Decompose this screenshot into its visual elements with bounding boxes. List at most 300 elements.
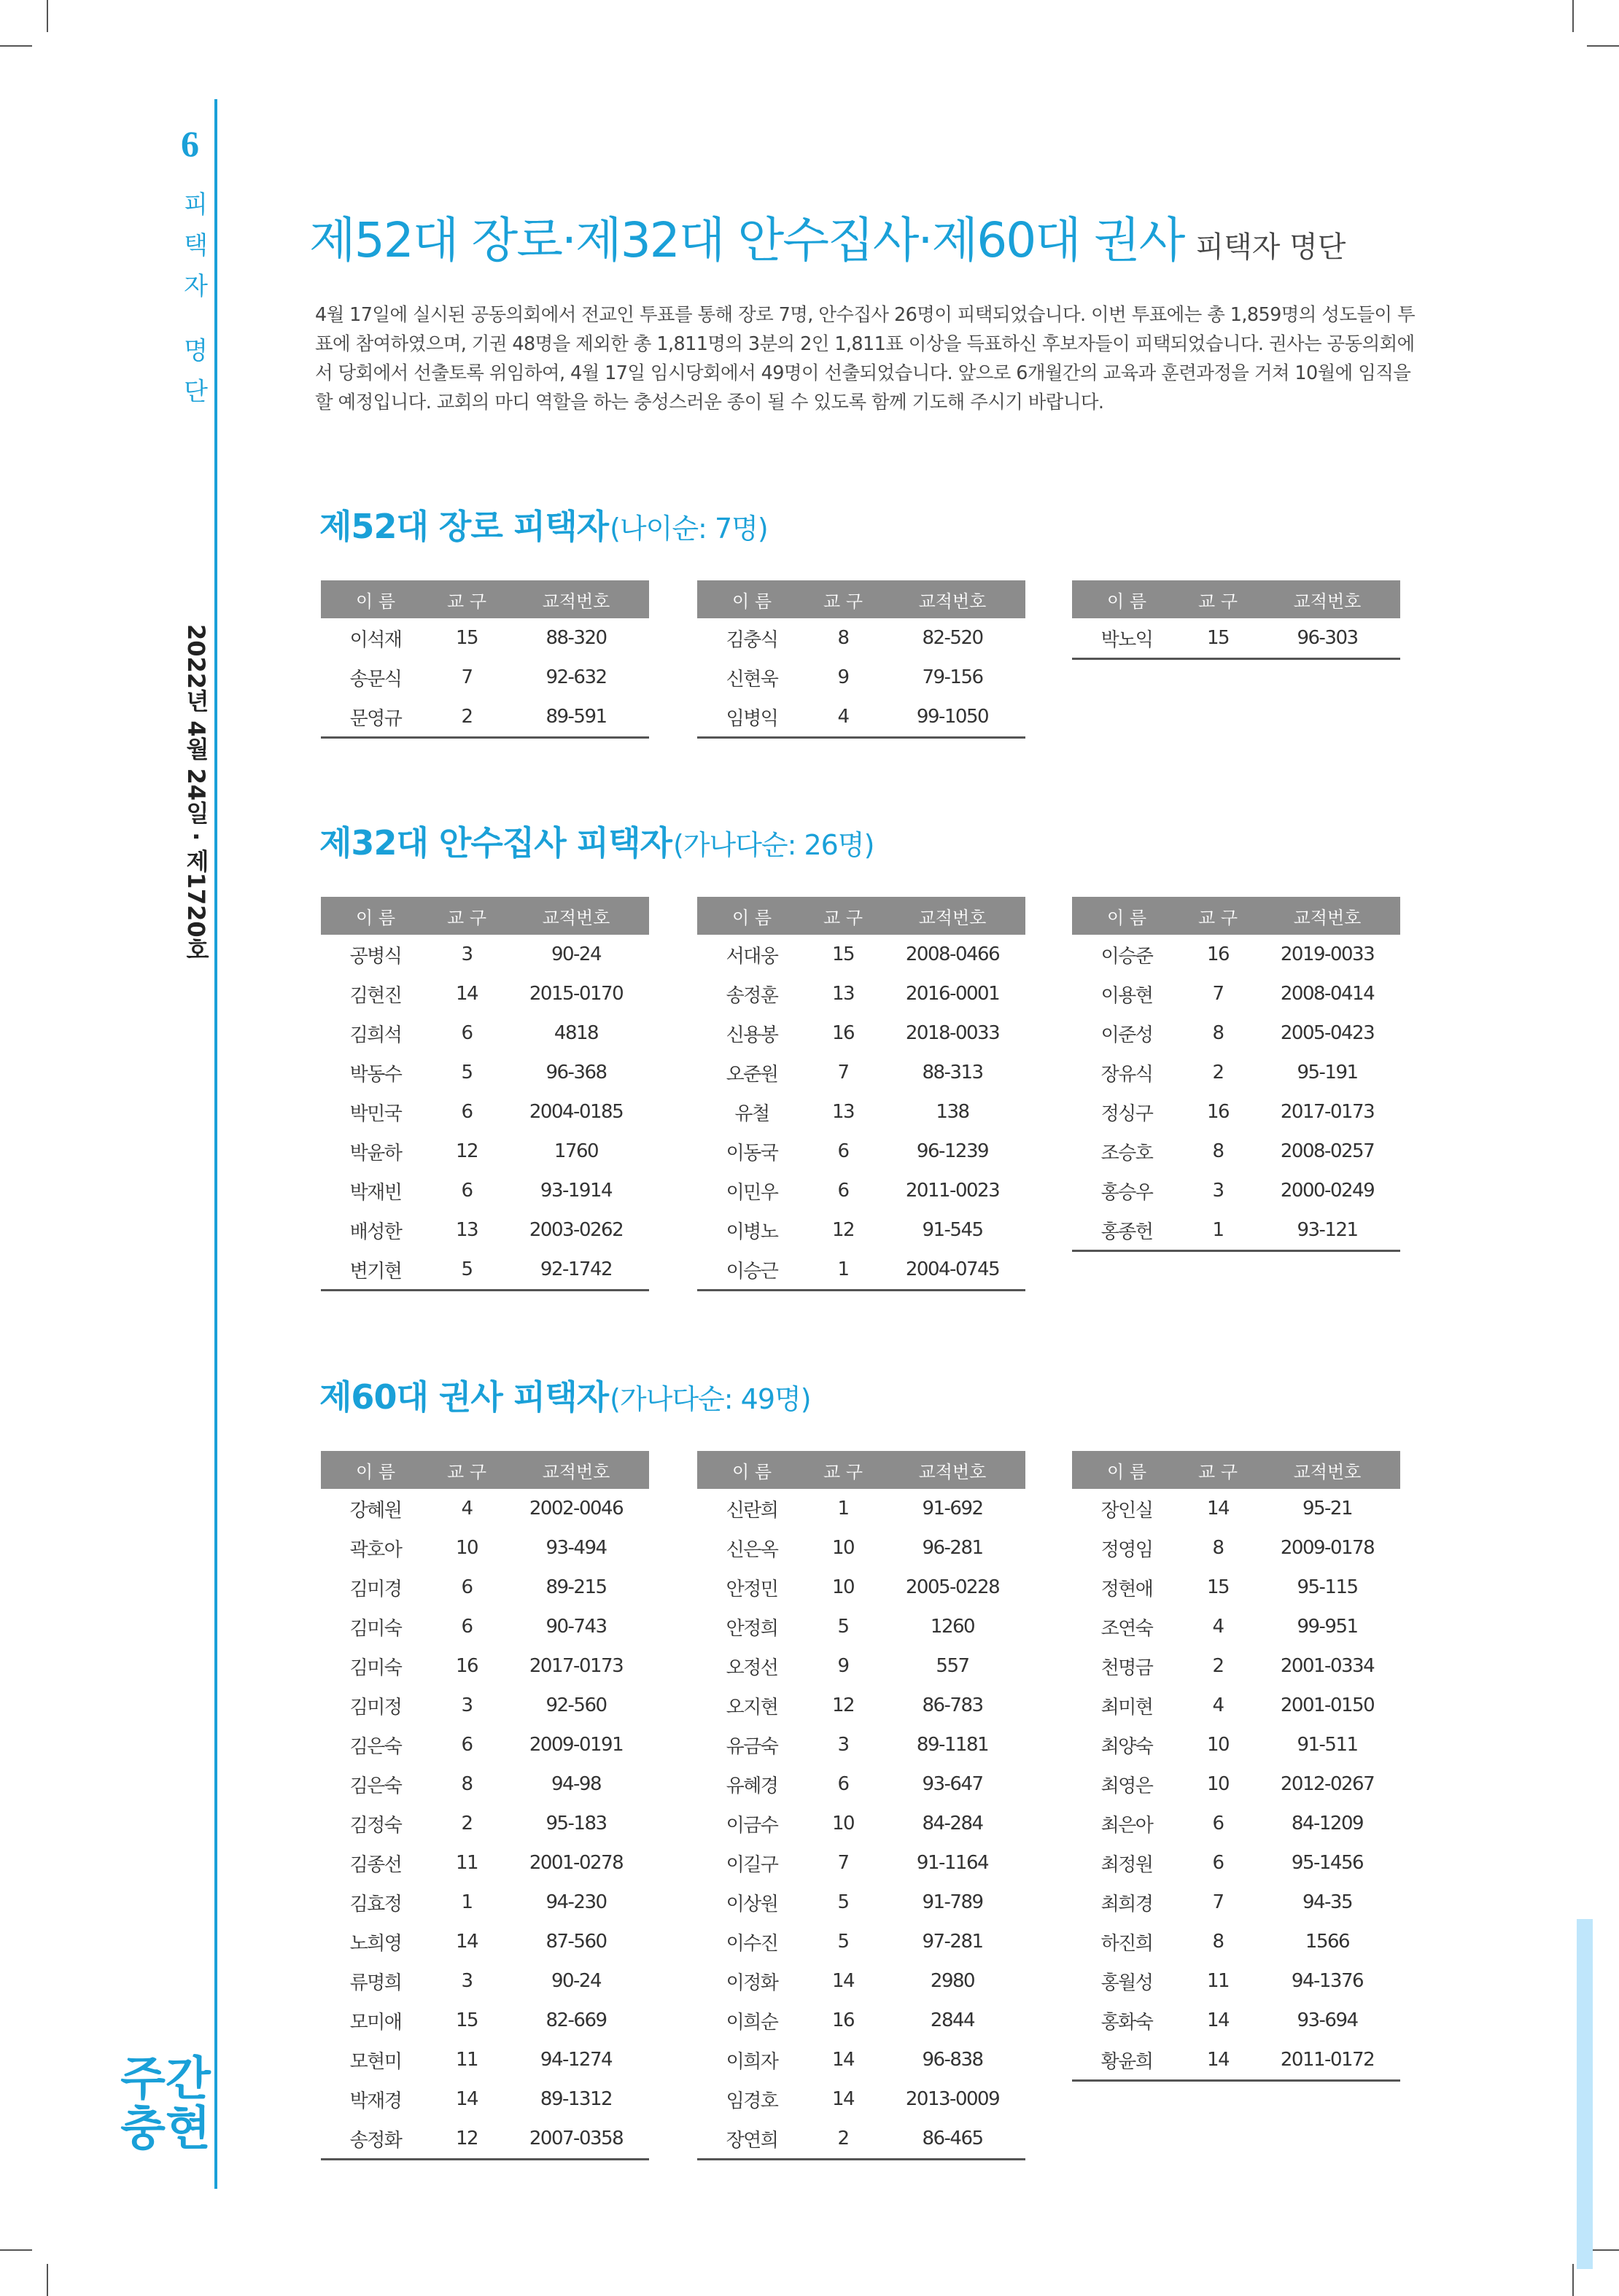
table-row [321,1646,649,1686]
kwonsa-table-3 [1072,1451,1400,2082]
district-cell: 16 [455,1655,478,1677]
name-cell: 이용현 [1100,984,1153,1007]
name-header: 이 름 [321,897,430,935]
member-number-cell: 95-115 [1297,1576,1358,1598]
table-row [321,2119,649,2160]
member-number-cell: 2001-0278 [529,1852,624,1874]
name-cell: 조연숙 [1100,1617,1153,1640]
member-number-cell: 88-313 [922,1062,983,1083]
member-number-cell: 90-24 [551,1970,602,1992]
table-header-row [321,1451,649,1489]
district-cell: 8 [1212,1537,1224,1559]
table-row [321,1804,649,1843]
member-number-cell: 138 [936,1101,969,1123]
name-cell: 송정훈 [726,984,778,1007]
district-cell: 6 [837,1140,849,1162]
district-cell: 15 [455,2009,478,2031]
district-cell: 6 [461,1576,473,1598]
member-number-cell: 2012-0267 [1280,1773,1375,1795]
name-cell: 김효정 [349,1893,402,1915]
district-cell: 14 [455,983,478,1005]
member-number-cell: 95-191 [1297,1062,1358,1083]
name-cell: 이승준 [1100,945,1153,968]
table-row [321,2079,649,2119]
name-cell: 모미애 [349,2011,402,2034]
district-cell: 12 [430,2119,503,2160]
district-cell: 1 [1181,1210,1254,1251]
table-row [1072,1053,1400,1092]
member-number-header: 교적번호 [880,580,1025,618]
deacons-table-3 [1072,897,1400,1252]
district-cell: 7 [1212,1891,1224,1913]
page-number: 6 [181,123,199,164]
member-number-cell: 2016-0001 [905,983,1000,1005]
member-number-cell: 91-1164 [916,1852,989,1874]
name-cell: 김충식 [726,629,778,651]
member-number-cell: 557 [936,1655,969,1677]
table-row [1072,1646,1400,1686]
section-title-text: 제52대 장로 피택자 [319,507,609,546]
name-cell: 임병익 [697,697,807,738]
name-cell: 천명금 [1100,1657,1153,1679]
district-cell: 11 [455,2049,478,2071]
member-number-cell: 89-1181 [916,1734,989,1756]
member-number-cell: 94-35 [1302,1891,1353,1913]
table-row [1072,1725,1400,1764]
name-header: 이 름 [321,580,430,618]
kwonsa-table-1 [321,1451,649,2160]
table-row [1072,1922,1400,1961]
district-cell: 7 [1212,983,1224,1005]
table-row [321,1171,649,1210]
district-header: 교 구 [807,1451,880,1489]
district-cell: 6 [461,1616,473,1638]
member-number-cell: 2018-0033 [905,1022,1000,1044]
table-row [697,1250,1025,1291]
member-number-cell: 96-303 [1254,618,1400,659]
member-number-cell: 84-1209 [1291,1813,1364,1834]
page-title-sub: 피택자 명단 [1195,230,1346,264]
table-row [321,1210,649,1250]
section-title-note: (가나다순: 26명) [672,829,874,861]
name-header: 이 름 [697,897,807,935]
name-cell: 곽호아 [349,1538,402,1561]
district-cell: 1 [837,1498,849,1519]
district-cell: 1 [461,1891,473,1913]
member-number-cell: 2005-0423 [1280,1022,1375,1044]
table-row [1072,2001,1400,2040]
name-cell: 송문식 [349,668,402,690]
table-row [321,1725,649,1764]
name-cell: 강혜원 [349,1499,402,1522]
district-cell: 16 [831,1022,855,1044]
table-row [697,2119,1025,2160]
name-cell: 안정희 [726,1617,778,1640]
name-cell: 신용봉 [726,1024,778,1046]
table-row [321,1092,649,1132]
member-number-cell: 2005-0228 [905,1576,1000,1598]
name-cell: 최은아 [1100,1814,1153,1837]
table-row [321,1883,649,1922]
table-row [697,697,1025,738]
name-cell: 이희순 [726,2011,778,2034]
district-cell: 10 [1206,1773,1230,1795]
member-number-cell: 96-368 [546,1062,607,1083]
table-row [321,935,649,974]
member-number-cell: 2007-0358 [503,2119,649,2160]
member-number-cell: 89-591 [503,697,649,738]
name-cell: 정현애 [1100,1578,1153,1600]
table-row [697,935,1025,974]
table-row [321,1568,649,1607]
brand-line-1: 주간 [120,2052,211,2106]
district-cell: 8 [837,627,849,649]
district-cell: 6 [461,1101,473,1123]
district-cell: 7 [461,666,473,688]
table-row [321,1528,649,1568]
name-cell: 하진희 [1100,1932,1153,1955]
district-header: 교 구 [1181,897,1254,935]
district-cell: 16 [1206,943,1230,965]
table-row [321,697,649,738]
table-row [1072,1804,1400,1843]
district-cell: 16 [831,2009,855,2031]
member-number-cell: 92-560 [546,1694,607,1716]
name-cell: 이금수 [726,1814,778,1837]
table-row [697,1922,1025,1961]
table-row [321,2040,649,2079]
member-number-cell: 91-545 [922,1219,983,1241]
district-cell: 12 [831,1694,855,1716]
table-row [697,1764,1025,1804]
member-number-cell: 93-1914 [540,1180,613,1202]
member-number-cell: 95-183 [546,1813,607,1834]
member-number-cell: 89-215 [546,1576,607,1598]
section-title-deacons [319,817,874,865]
name-cell: 이동국 [726,1142,778,1164]
table-row [697,1725,1025,1764]
district-cell: 3 [1212,1180,1224,1202]
district-cell: 9 [837,1655,849,1677]
name-cell: 노희영 [349,1932,402,1955]
name-cell: 서대웅 [726,945,778,968]
name-cell: 이민우 [726,1181,778,1204]
name-cell: 최양숙 [1100,1735,1153,1758]
district-cell: 1 [807,1250,880,1291]
table-row [697,1961,1025,2001]
member-number-cell: 2015-0170 [529,983,624,1005]
table-header-row [1072,1451,1400,1489]
table-row [321,1489,649,1528]
district-cell: 5 [837,1616,849,1638]
district-cell: 13 [831,1101,855,1123]
table-row [321,1013,649,1053]
name-cell: 김미경 [349,1578,402,1600]
name-cell: 신란희 [726,1499,778,1522]
member-number-header: 교적번호 [1254,580,1400,618]
section-title-text: 제32대 안수집사 피택자 [319,823,672,863]
district-cell: 6 [461,1180,473,1202]
name-cell: 유금숙 [726,1735,778,1758]
member-number-header: 교적번호 [1254,897,1400,935]
member-number-cell: 2004-0185 [529,1101,624,1123]
name-cell: 김미숙 [349,1617,402,1640]
member-number-cell: 90-24 [551,943,602,965]
name-cell: 김은숙 [349,1775,402,1797]
district-cell: 5 [461,1062,473,1083]
member-number-cell: 2009-0178 [1280,1537,1375,1559]
member-number-cell: 95-21 [1302,1498,1353,1519]
member-number-cell: 86-783 [922,1694,983,1716]
district-cell: 6 [461,1734,473,1756]
name-cell: 박재빈 [349,1181,402,1204]
district-cell: 4 [807,697,880,738]
member-number-cell: 2001-0334 [1280,1655,1375,1677]
district-cell: 3 [461,1694,473,1716]
member-number-cell: 94-1274 [540,2049,613,2071]
member-number-header: 교적번호 [1254,1451,1400,1489]
member-number-header: 교적번호 [880,897,1025,935]
member-number-cell: 1566 [1305,1931,1350,1953]
kwonsa-table-2 [697,1451,1025,2160]
crop-mark [0,45,32,47]
name-cell: 홍종헌 [1072,1210,1181,1251]
table-row [321,1686,649,1725]
district-cell: 15 [455,627,478,649]
name-cell: 박동수 [349,1063,402,1086]
member-number-cell: 2980 [930,1970,975,1992]
district-header: 교 구 [1181,1451,1254,1489]
name-cell: 최희경 [1100,1893,1153,1915]
district-cell: 6 [1212,1813,1224,1834]
table-row [1072,1132,1400,1171]
name-cell: 공병식 [349,945,402,968]
member-number-cell: 82-520 [922,627,983,649]
table-row [697,1843,1025,1883]
name-cell: 이준성 [1100,1024,1153,1046]
name-cell: 신현욱 [726,668,778,690]
intro-paragraph: 4월 17일에 실시된 공동의회에서 전교인 투표를 통해 장로 7명, 안수집사 26명이 피택되었습니다. 이번 투표에는 총 1,859명의 성도들이 투표에 참여하였으며, 기권 48명을 제외한 총 1,811명의 3분의 2인 1,811표 이상을 득표하신 후보자들이 피택되었습니다. 권사는 공동의회에서 당회에서 선출토록 위임하여, 4월 17일 임시당회에서 49명이 선출되었습니다. 앞으로 6개월간의 교육과 훈련과정을 거쳐 10월에 임직을 할 예정입니다. 교회의 마디 역할을 하는 충성스러운 종이 될 수 있도록 함께 기도해 주시기 바랍니다. [315,304,1416,413]
name-header: 이 름 [1072,897,1181,935]
page-title-main: 제52대 장로·제32대 안수집사·제60대 권사 [309,212,1184,268]
member-number-cell: 2008-0466 [905,943,1000,965]
table-header-row [697,1451,1025,1489]
member-number-cell: 84-284 [922,1813,983,1834]
name-cell: 홍화숙 [1100,2011,1153,2034]
member-number-cell: 88-320 [546,627,607,649]
table-row [697,1568,1025,1607]
name-cell: 김은숙 [349,1735,402,1758]
district-header: 교 구 [807,897,880,935]
district-cell: 10 [831,1813,855,1834]
name-cell: 오지현 [726,1696,778,1719]
table-row [1072,618,1400,659]
name-cell: 신은옥 [726,1538,778,1561]
table-row [1072,1092,1400,1132]
member-number-cell: 4818 [554,1022,599,1044]
name-cell: 홍승우 [1100,1181,1153,1204]
side-section-title: 피택자 명단 [179,191,208,419]
side-divider-line [214,99,217,2189]
district-header: 교 구 [430,1451,503,1489]
table-row [1072,1961,1400,2001]
district-cell: 2 [1212,1655,1224,1677]
name-cell: 유혜경 [726,1775,778,1797]
crop-mark [47,2264,48,2296]
name-cell: 이수진 [726,1932,778,1955]
crop-mark [1572,2264,1574,2296]
member-number-cell: 91-789 [922,1891,983,1913]
district-cell: 6 [837,1180,849,1202]
table-row [697,1686,1025,1725]
table-row [697,658,1025,697]
section-title-note: (가나다순: 49명) [610,1383,811,1415]
district-header: 교 구 [430,897,503,935]
table-row [321,1607,649,1646]
name-cell: 변기현 [321,1250,430,1291]
district-cell: 2 [461,1813,473,1834]
district-cell: 10 [831,1576,855,1598]
table-row [697,1210,1025,1250]
table-row [697,1013,1025,1053]
district-cell: 3 [837,1734,849,1756]
section-title-kwonsa [319,1371,811,1419]
page-title [309,201,1346,271]
district-cell: 12 [831,1219,855,1241]
district-cell: 11 [1206,1970,1230,1992]
district-cell: 15 [831,943,855,965]
name-cell: 유철 [734,1102,769,1125]
district-cell: 2 [430,697,503,738]
name-cell: 정영임 [1100,1538,1153,1561]
member-number-cell: 79-156 [922,666,983,688]
crop-mark [1587,45,1619,47]
table-row [321,1961,649,2001]
name-cell: 이병노 [726,1221,778,1243]
district-cell: 14 [1206,2009,1230,2031]
member-number-cell: 2008-0414 [1280,983,1375,1005]
table-row [697,1646,1025,1686]
district-cell: 15 [1181,618,1254,659]
brand-logo [118,2052,213,2156]
name-cell: 안정민 [726,1578,778,1600]
district-cell: 14 [455,2088,478,2110]
name-cell: 오준원 [726,1063,778,1086]
member-number-cell: 93-647 [922,1773,983,1795]
table-row [697,1607,1025,1646]
member-number-cell: 91-511 [1297,1734,1358,1756]
table-row [1072,935,1400,974]
table-row [697,1489,1025,1528]
table-row [1072,1489,1400,1528]
member-number-cell: 99-951 [1297,1616,1358,1638]
name-cell: 정싱구 [1100,1102,1153,1125]
table-row [1072,1883,1400,1922]
district-cell: 14 [831,1970,855,1992]
name-cell: 이상원 [726,1893,778,1915]
member-number-cell: 2000-0249 [1280,1180,1375,1202]
district-cell: 14 [455,1931,478,1953]
table-header-row [697,580,1025,618]
name-cell: 장인실 [1100,1499,1153,1522]
name-cell: 김정숙 [349,1814,402,1837]
member-number-cell: 94-230 [546,1891,607,1913]
member-number-cell: 94-98 [551,1773,602,1795]
member-number-cell: 94-1376 [1291,1970,1364,1992]
table-row [1072,1013,1400,1053]
name-cell: 모현미 [349,2050,402,2073]
district-cell: 6 [837,1773,849,1795]
table-row [1072,2040,1400,2081]
name-header: 이 름 [1072,580,1181,618]
crop-mark [0,2249,32,2251]
district-cell: 8 [1212,1022,1224,1044]
table-row [697,1171,1025,1210]
member-number-cell: 2013-0009 [905,2088,1000,2110]
name-header: 이 름 [1072,1451,1181,1489]
table-row [321,974,649,1013]
table-row [697,1528,1025,1568]
member-number-cell: 2019-0033 [1280,943,1375,965]
district-cell: 16 [1206,1101,1230,1123]
name-cell: 최미현 [1100,1696,1153,1719]
name-header: 이 름 [697,580,807,618]
table-row [321,1053,649,1092]
member-number-cell: 92-1742 [503,1250,649,1291]
name-cell: 김미정 [349,1696,402,1719]
member-number-cell: 2001-0150 [1280,1694,1375,1716]
district-header: 교 구 [430,580,503,618]
district-cell: 3 [461,943,473,965]
table-row [1072,1843,1400,1883]
table-row [1072,1764,1400,1804]
district-cell: 5 [837,1891,849,1913]
table-row [321,1764,649,1804]
name-cell: 장연희 [697,2119,807,2160]
member-number-header: 교적번호 [503,580,649,618]
district-cell: 5 [430,1250,503,1291]
table-row [1072,1528,1400,1568]
district-cell: 14 [831,2088,855,2110]
table-row [321,618,649,658]
district-header: 교 구 [1181,580,1254,618]
district-cell: 8 [1212,1931,1224,1953]
member-number-cell: 93-694 [1297,2009,1358,2031]
district-cell: 12 [455,1140,478,1162]
section-title-elders [319,500,768,548]
table-row [697,1883,1025,1922]
table-row [1072,974,1400,1013]
table-row [321,1843,649,1883]
member-number-cell: 2002-0046 [529,1498,624,1519]
table-row [697,618,1025,658]
name-cell: 김미숙 [349,1657,402,1679]
district-cell: 11 [455,1852,478,1874]
table-header-row [1072,580,1400,618]
district-cell: 9 [837,666,849,688]
section-title-text: 제60대 권사 피택자 [319,1377,609,1417]
district-cell: 4 [1212,1694,1224,1716]
district-cell: 13 [831,983,855,1005]
table-row [1072,1171,1400,1210]
district-cell: 14 [1206,1498,1230,1519]
table-row [697,2040,1025,2079]
table-row [697,1804,1025,1843]
district-cell: 4 [461,1498,473,1519]
member-number-cell: 93-121 [1254,1210,1400,1251]
elders-table-3 [1072,580,1400,660]
name-cell: 류명희 [349,1972,402,1994]
